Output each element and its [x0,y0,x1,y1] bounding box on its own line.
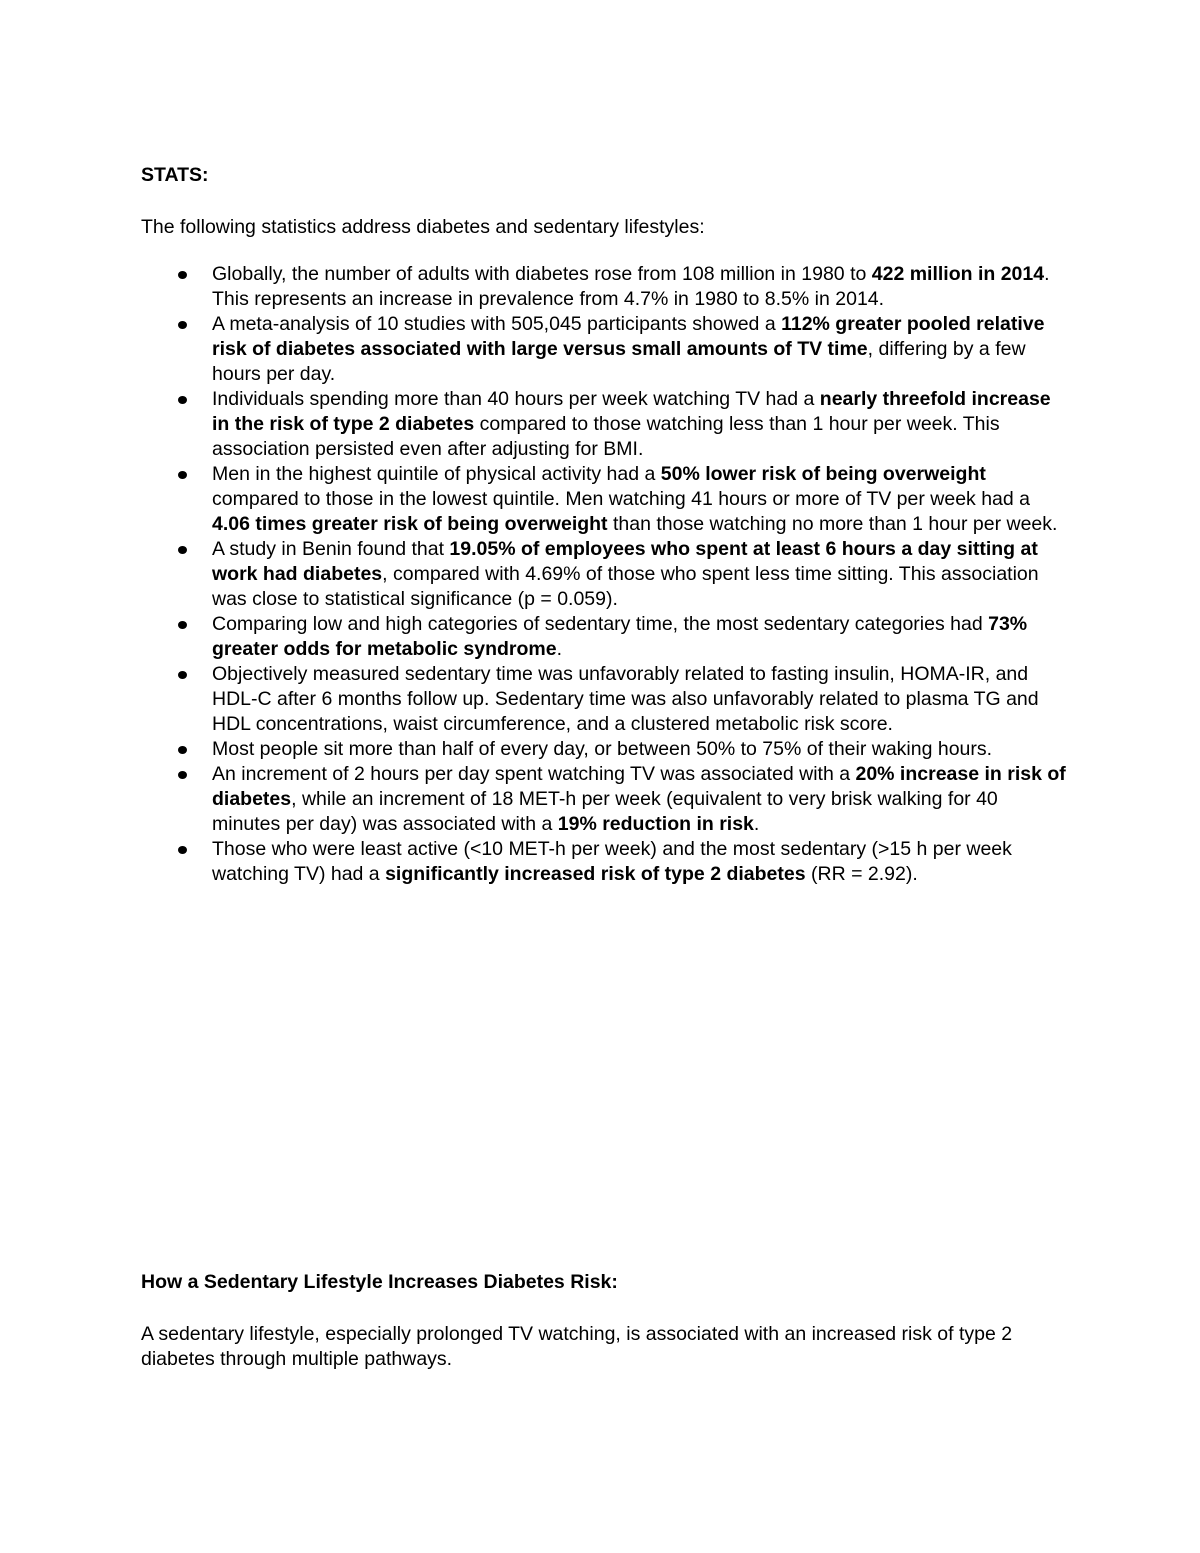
list-item: A study in Benin found that 19.05% of employees who spent at least 6 hours a day sitting at work had diabetes, compared with 4.69% of those who spent less time sitting. This association was close to statistical significance (p = 0.059). [141,537,1066,612]
list-item: Comparing low and high categories of sedentary time, the most sedentary categories had 73% greater odds for metabolic syndrome. [141,612,1066,662]
bullet-icon [178,621,187,629]
bullet-icon [178,746,187,754]
bullet-icon [178,546,187,554]
bullet-icon [178,321,187,329]
stats-heading: STATS: [141,164,209,186]
list-item: Globally, the number of adults with diabetes rose from 108 million in 1980 to 422 million in 2014. This represents an increase in prevalence from 4.7% in 1980 to 8.5% in 2014. [141,262,1066,312]
list-item: Those who were least active (<10 MET-h per week) and the most sedentary (>15 h per week watching TV) had a significantly increased risk of type 2 diabetes (RR = 2.92). [141,837,1066,887]
bullet-icon [178,846,187,854]
section-heading: How a Sedentary Lifestyle Increases Diabetes Risk: [141,1271,618,1293]
stats-list [141,262,1066,887]
list-item: An increment of 2 hours per day spent watching TV was associated with a 20% increase in risk of diabetes, while an increment of 18 MET-h per week (equivalent to very brisk walking for 40 minutes per day) was associated with a 19% reduction in risk. [141,762,1066,837]
list-item: Individuals spending more than 40 hours per week watching TV had a nearly threefold increase in the risk of type 2 diabetes compared to those watching less than 1 hour per week. This association persisted even after adjusting for BMI. [141,387,1066,462]
bullet-icon [178,271,187,279]
bullet-icon [178,471,187,479]
section-paragraph: A sedentary lifestyle, especially prolonged TV watching, is associated with an increased risk of type 2 diabetes through multiple pathways. [141,1323,1013,1370]
list-item: A meta-analysis of 10 studies with 505,045 participants showed a 112% greater pooled relative risk of diabetes associated with large versus small amounts of TV time, differing by a few hours per day. [141,312,1066,387]
stats-intro: The following statistics address diabetes and sedentary lifestyles: [141,216,705,238]
list-item: Most people sit more than half of every day, or between 50% to 75% of their waking hours. [141,737,1066,762]
bullet-icon [178,771,187,779]
bullet-icon [178,396,187,404]
list-item: Objectively measured sedentary time was unfavorably related to fasting insulin, HOMA-IR, and HDL-C after 6 months follow up. Sedentary time was also unfavorably related to plasma TG and HDL concentrations, waist circumference, and a clustered metabolic risk score. [141,662,1066,737]
bullet-icon [178,671,187,679]
list-item: Men in the highest quintile of physical activity had a 50% lower risk of being overweight compared to those in the lowest quintile. Men watching 41 hours or more of TV per week had a 4.06 times greater risk of being overweight than those watching no more than 1 hour per week. [141,462,1066,537]
stats-section [141,163,1066,887]
sedentary-risk-section [141,1270,1066,1372]
